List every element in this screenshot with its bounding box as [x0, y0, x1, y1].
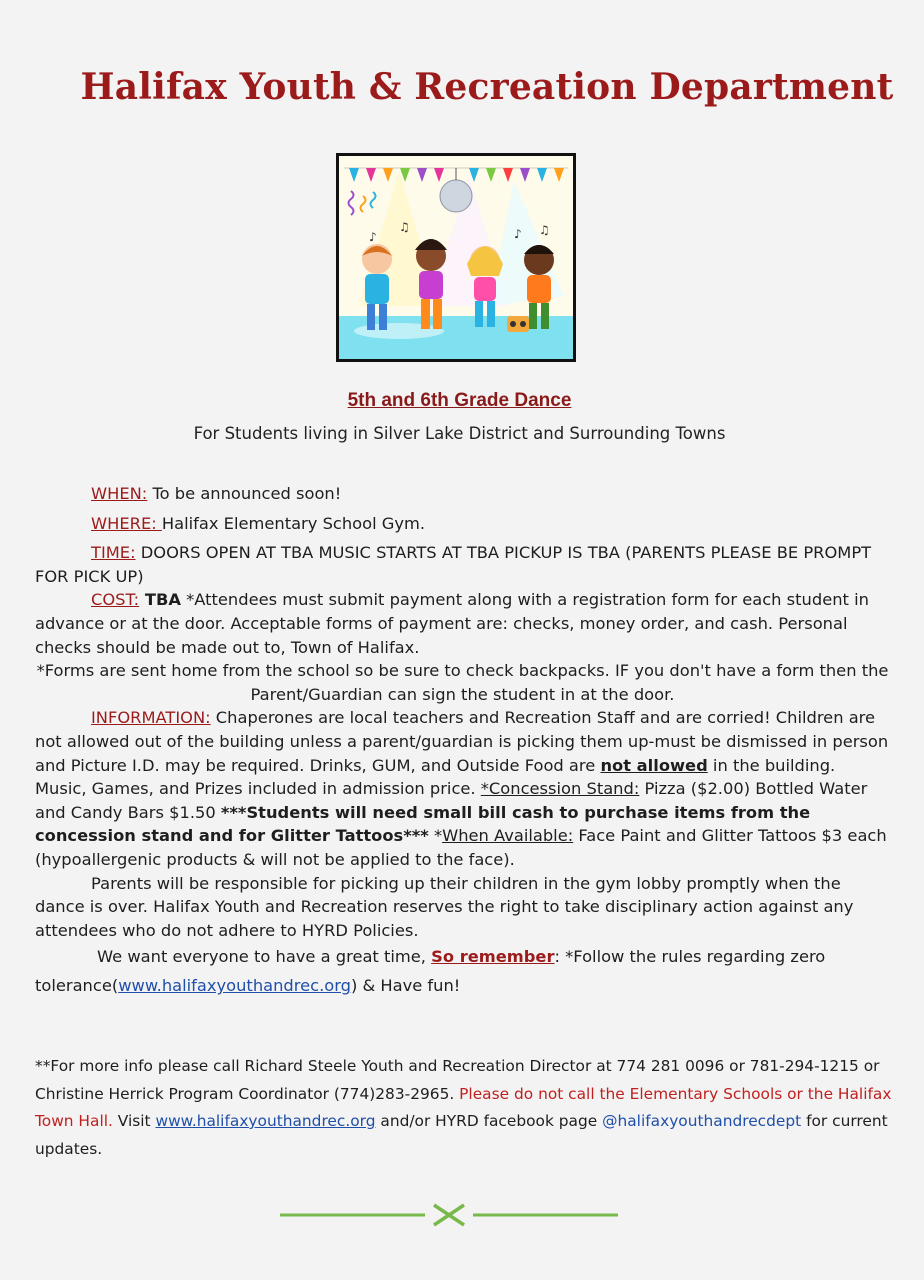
event-title: 5th and 6th Grade Dance: [347, 390, 572, 411]
cost-value: TBA: [139, 590, 181, 610]
facebook-link[interactable]: @halifaxyouthandrecdept: [602, 1112, 802, 1130]
where-label: WHERE:: [91, 513, 162, 533]
where-line: [35, 512, 890, 536]
when-label: WHEN:: [91, 484, 148, 503]
not-allowed-text: not allowed: [600, 755, 708, 775]
do-not-call-warning: Please do not call the Elementary Schools or the Halifax Town Hall.: [35, 1084, 892, 1130]
contact-info: [35, 1053, 895, 1163]
time-label: TIME:: [91, 543, 136, 563]
information-text-1: Chaperones are local teachers and Recreation Staff and are corried! Children are not allowed out of the building unless a parent/guardian is picking them up-must be dismissed in person and Picture I.D. may be required. Drinks, GUM, and Outside Food are: [35, 708, 889, 775]
cost-label: COST:: [91, 590, 140, 610]
cost-text: *Attendees must submit payment along with a registration form for each student in advance or at the door. Acceptable forms of payment are: checks, money order, and cash. Personal checks should be made out to, Town of Halifax.: [35, 590, 869, 657]
when-available-prefix: *: [428, 826, 443, 846]
contact-text: **For more info please call Richard Steele Youth and Recreation Director at 774 281 0096 or 781-294-1215 or Christine Herrick Program Coordinator (774)283-2965.: [35, 1057, 880, 1103]
svg-text:♫: ♫: [539, 223, 550, 237]
decorative-divider: [280, 1200, 618, 1230]
when-available-label: When Available:: [442, 826, 574, 846]
cash-note: ***Students will need small bill cash to purchase items from the concession stand and for Glitter Tattoos***: [35, 802, 811, 846]
remember-text: : *Follow the rules regarding zero tolerance(: [35, 947, 826, 996]
time-line: [35, 541, 890, 588]
updates-text: for current updates.: [35, 1112, 888, 1158]
when-available-text: Face Paint and Glitter Tattoos $3 each (hypoallergenic products & will not be applied to the face).: [35, 826, 887, 869]
remember-prefix: We want everyone to have a great time,: [97, 947, 432, 967]
dance-illustration: [336, 153, 576, 362]
concession-text: Pizza ($2.00) Bottled Water and Candy Bars $1.50: [35, 779, 868, 822]
visit-text: Visit: [112, 1112, 156, 1130]
where-text: Halifax Elementary School Gym.: [161, 513, 426, 533]
remember-paragraph: [35, 942, 890, 1000]
information-label: INFORMATION:: [91, 708, 211, 728]
event-subtitle: For Students living in Silver Lake District and Surrounding Towns: [193, 424, 726, 443]
event-details: [35, 482, 890, 1000]
remember-suffix: ) & Have fun!: [350, 976, 461, 996]
concession-label: *Concession Stand:: [480, 779, 640, 799]
when-line: [35, 482, 890, 506]
information-text-2: in the building. Music, Games, and Prizes included in admission price.: [35, 755, 836, 799]
so-remember-label: So remember: [431, 947, 555, 967]
rules-link[interactable]: www.halifaxyouthandrec.org: [118, 976, 351, 996]
parents-paragraph: Parents will be responsible for picking up their children in the gym lobby promptly when the dance is over. Halifax Youth and Recreation reserves the right to take disciplinary action against any attendees who do not adhere to HYRD Policies.: [35, 873, 854, 940]
svg-text:♪: ♪: [369, 230, 377, 244]
forms-note: *Forms are sent home from the school so be sure to check backpacks. IF you don't have a form then the Parent/Guardian can sign the student in at the door.: [36, 661, 889, 704]
cost-line: [35, 588, 890, 659]
svg-text:♪: ♪: [514, 227, 522, 241]
flyer-title: Halifax Youth & Recreation Department: [80, 66, 894, 108]
time-text: DOORS OPEN AT TBA MUSIC STARTS AT TBA PICKUP IS TBA (PARENTS PLEASE BE PROMPT FOR PICK UP): [35, 543, 872, 586]
when-text: To be announced soon!: [147, 484, 342, 503]
information-paragraph: [35, 706, 890, 871]
and-or-text: and/or HYRD facebook page: [375, 1112, 603, 1130]
website-link[interactable]: www.halifaxyouthandrec.org: [155, 1112, 376, 1130]
svg-text:♫: ♫: [399, 220, 410, 234]
